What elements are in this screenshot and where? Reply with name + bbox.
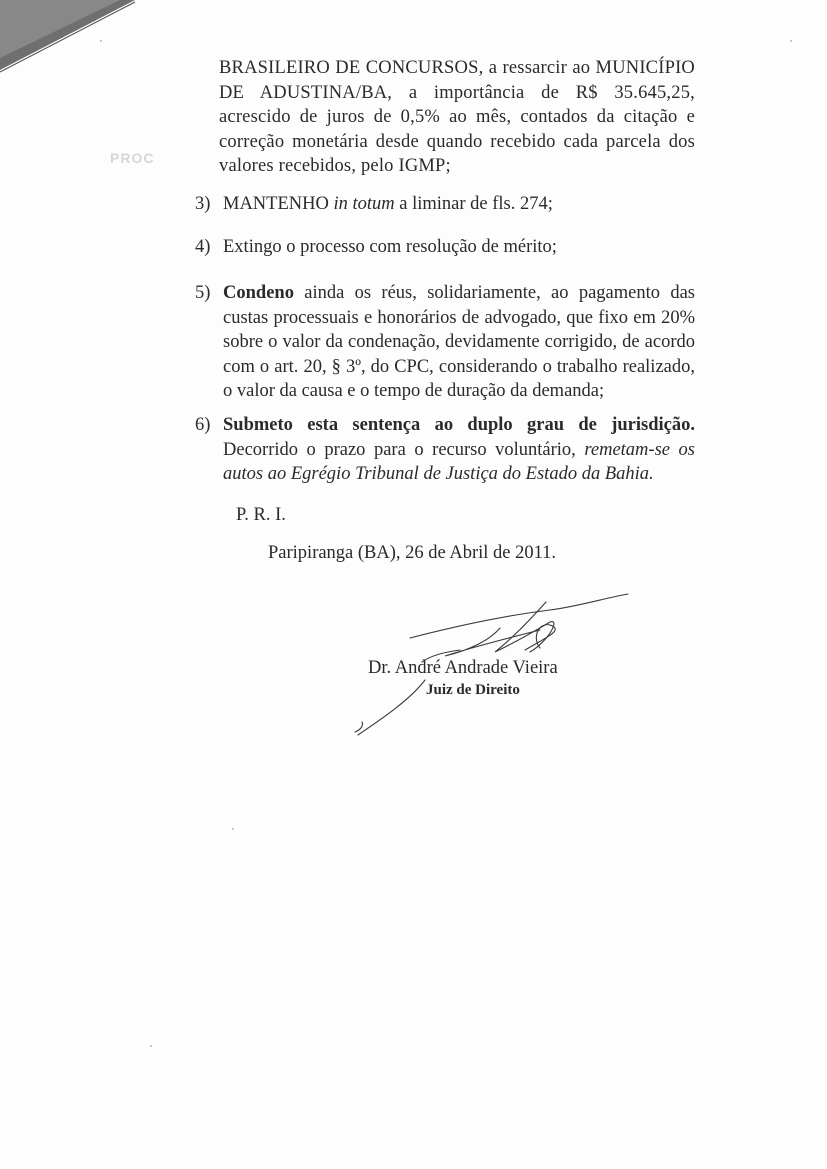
item-number: 5) [195, 283, 211, 303]
item-rest: ainda os réus, solidariamente, ao pagamento das custas processuais e honorários de advogado, que fixo em 20% sobre o valor da condenação, devidamente corrigido, de acordo com o art. 20, § 3º, do CPC, considerando o trabalho realizado, o valor da causa e o tempo de duração da demanda; [223, 283, 695, 401]
item-number: 4) [195, 237, 211, 257]
signer-name: Dr. André Andrade Vieira [368, 658, 558, 678]
item-italic: remetam-se os autos ao Egrégio Tribunal de Justiça do Estado da Bahia. [223, 439, 695, 484]
faded-stamp-text: PROC [110, 150, 155, 166]
item-rest: a liminar de fls. 274; [394, 194, 553, 214]
list-item [195, 413, 695, 487]
scan-speck [100, 40, 102, 42]
list-item [195, 235, 695, 260]
pri-line: P. R. I. [236, 505, 286, 525]
item-body [223, 413, 695, 487]
item-body [223, 281, 695, 404]
list-item [195, 192, 695, 217]
scan-shadow-corner [0, 0, 140, 80]
scan-speck [232, 828, 234, 830]
item-body [223, 192, 695, 217]
place-and-date: Paripiranga (BA), 26 de Abril de 2011. [268, 543, 557, 563]
item-bold: Condeno [223, 283, 294, 303]
item-italic: in totum [333, 194, 395, 214]
scan-speck [790, 40, 792, 42]
scan-speck [150, 1045, 152, 1047]
list-item [195, 281, 695, 404]
item-body: Extingo o processo com resolução de mérito; [223, 237, 557, 257]
signer-role: Juiz de Direito [426, 682, 520, 698]
intro-paragraph: BRASILEIRO DE CONCURSOS, a ressarcir ao MUNICÍPIO DE ADUSTINA/BA, a importância de R$ 35.645,25, acrescido de juros de 0,5% ao mês, contados da citação e correção monetária desde quando recebido cada parcela dos valores recebidos, pelo IGMP; [219, 58, 695, 176]
item-number: 6) [195, 415, 211, 435]
item-number: 3) [195, 194, 211, 214]
item-bold: Submeto esta sentença ao duplo grau de jurisdição. [223, 415, 695, 435]
item-lead: MANTENHO [223, 194, 334, 214]
item-rest: Decorrido o prazo para o recurso voluntário, [223, 439, 585, 460]
